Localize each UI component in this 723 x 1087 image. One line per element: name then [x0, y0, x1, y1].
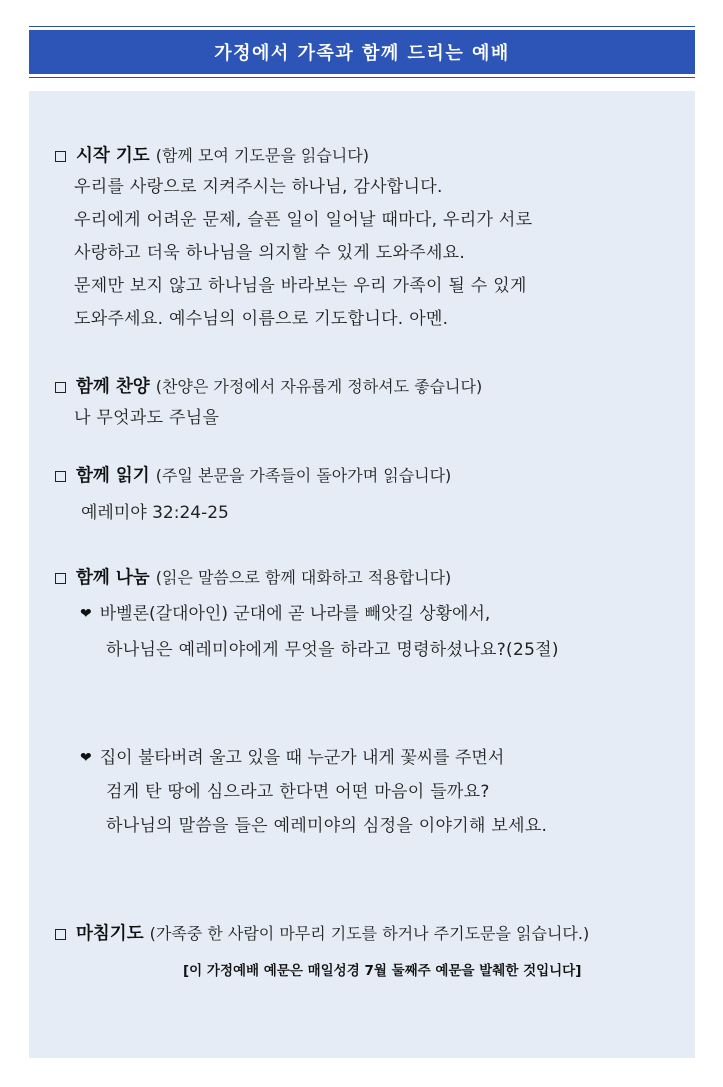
page-title: 가정에서 가족과 함께 드리는 예배 — [214, 43, 510, 64]
section-title: 마침기도 — [76, 924, 144, 944]
section-title: 함께 읽기 — [76, 466, 150, 486]
question-item — [80, 603, 490, 625]
question-line: 바벨론(갈대아인) 군대에 곧 나라를 빼앗길 상황에서, — [99, 604, 491, 624]
heart-icon: ❤ — [80, 750, 92, 766]
source-footnote: [이 가정예배 예문은 매일성경 7월 둘째주 예문을 발췌한 것입니다] — [183, 963, 582, 979]
header-bottom-rule — [29, 77, 695, 78]
section-title: 시작 기도 — [76, 146, 150, 166]
section-title: 함께 찬양 — [76, 377, 150, 397]
checkbox-square-icon — [55, 471, 66, 482]
checkbox-square-icon — [55, 573, 66, 584]
section-praise — [55, 376, 482, 398]
section-opening-prayer — [55, 145, 369, 167]
heart-icon: ❤ — [80, 606, 92, 622]
prayer-line: 우리에게 어려운 문제, 슬픈 일이 일어날 때마다, 우리가 서로 — [74, 210, 533, 230]
prayer-line: 사랑하고 더욱 하나님을 의지할 수 있게 도와주세요. — [74, 243, 466, 263]
section-note: (주일 본문을 가족들이 돌아가며 읽습니다) — [155, 466, 452, 485]
header-top-rule — [29, 26, 695, 27]
checkbox-square-icon — [55, 929, 66, 940]
prayer-line: 우리를 사랑으로 지켜주시는 하나님, 감사합니다. — [74, 177, 443, 197]
page-header — [29, 30, 695, 74]
checkbox-square-icon — [55, 382, 66, 393]
section-note: (읽은 말씀으로 함께 대화하고 적용합니다) — [155, 568, 452, 587]
section-sharing — [55, 567, 451, 589]
section-closing-prayer — [55, 923, 589, 945]
section-note: (가족중 한 사람이 마무리 기도를 하거나 주기도문을 읽습니다.) — [149, 924, 590, 943]
prayer-line: 문제만 보지 않고 하나님을 바라보는 우리 가족이 될 수 있게 — [74, 276, 527, 296]
song-title: 나 무엇과도 주님을 — [74, 408, 220, 428]
checkbox-square-icon — [55, 151, 66, 162]
section-note: (함께 모여 기도문을 읽습니다) — [155, 146, 369, 165]
section-reading — [55, 465, 451, 487]
scripture-reference: 예레미야 32:24-25 — [81, 503, 229, 523]
question-line: 집이 불타버려 울고 있을 때 누군가 내게 꽃씨를 주면서 — [99, 748, 505, 768]
prayer-line: 도와주세요. 예수님의 이름으로 기도합니다. 아멘. — [74, 309, 449, 329]
section-title: 함께 나눔 — [76, 568, 150, 588]
question-line: 하나님은 예레미야에게 무엇을 하라고 명령하셨나요?(25절) — [106, 640, 559, 660]
question-line: 하나님의 말씀을 들은 예레미야의 심정을 이야기해 보세요. — [106, 816, 548, 836]
question-item — [80, 747, 504, 769]
question-line: 검게 탄 땅에 심으라고 한다면 어떤 마음이 들까요? — [106, 782, 490, 802]
section-note: (찬양은 가정에서 자유롭게 정하셔도 좋습니다) — [155, 377, 483, 396]
